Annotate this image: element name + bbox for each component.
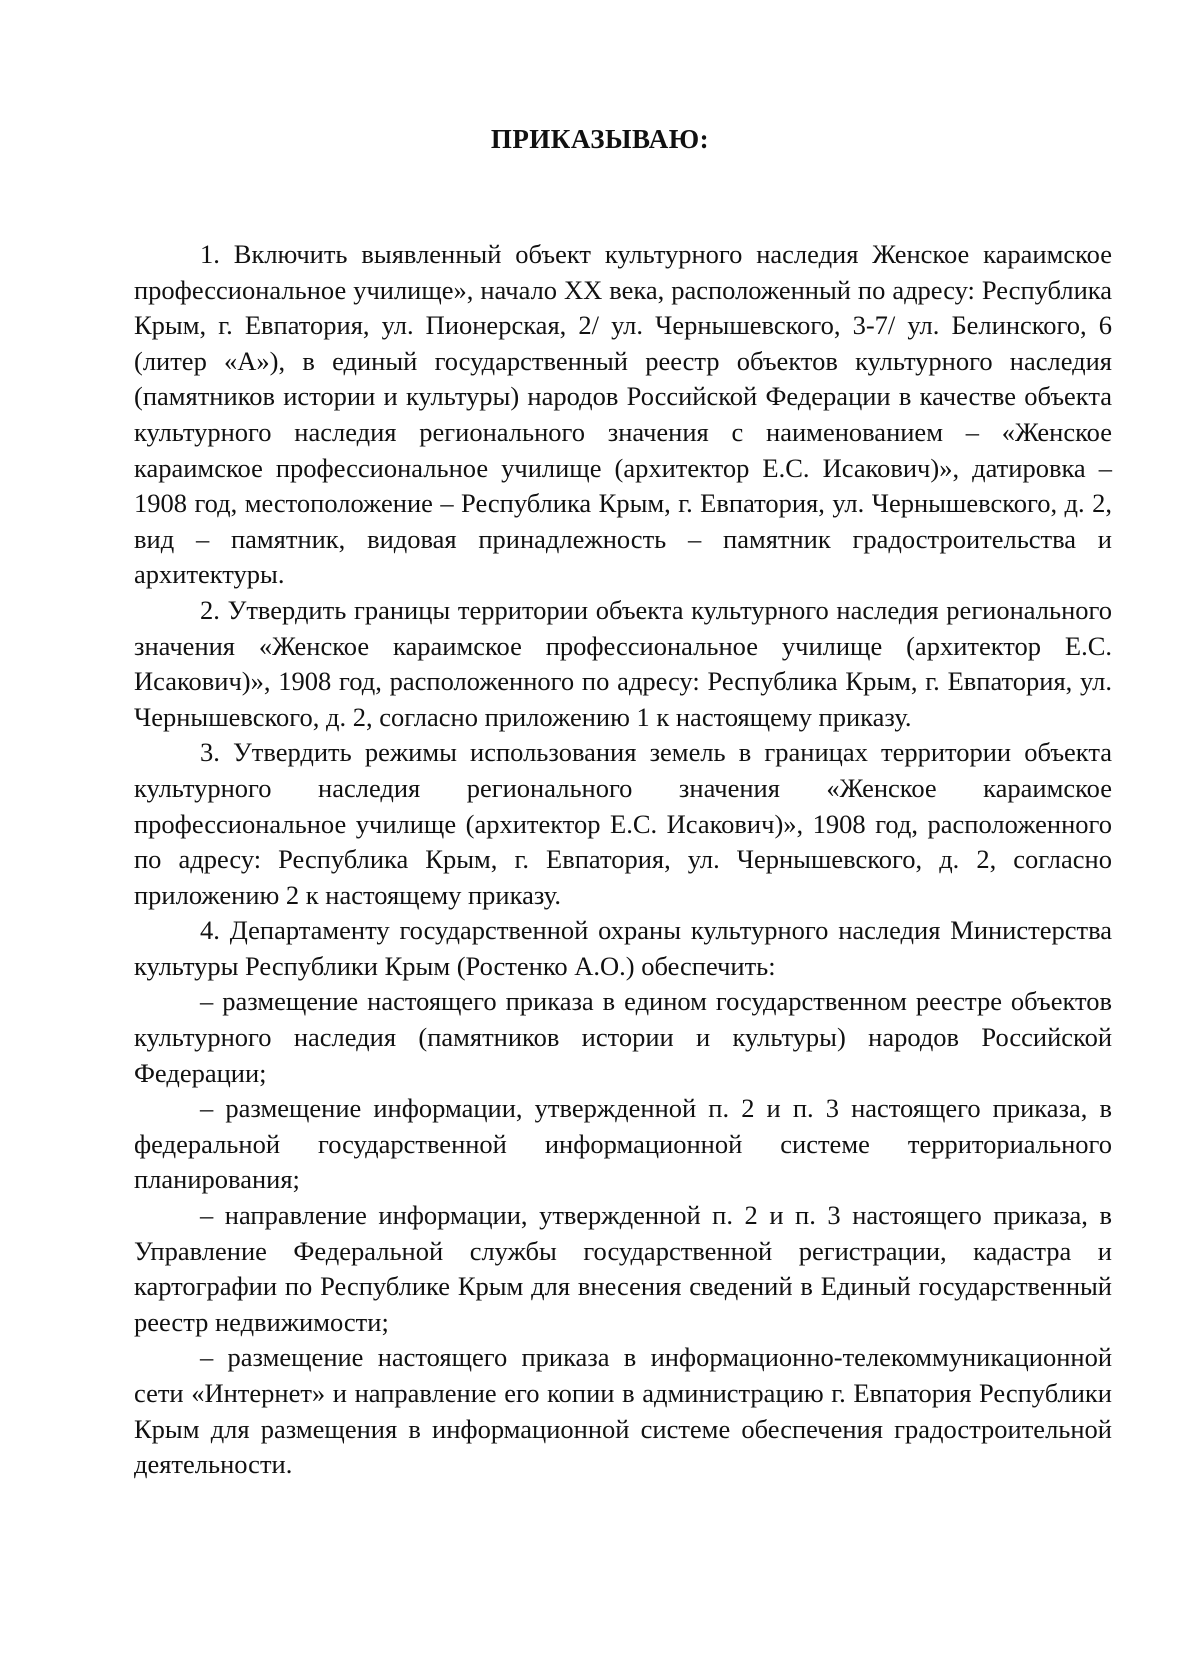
list-item-fgis: – размещение информации, утвержденной п. 2 и п. 3 настоящего приказа, в федеральной государственной информационной системе территориального планирования; [134, 1093, 1112, 1195]
list-item-registry: – размещение настоящего приказа в едином государственном реестре объектов культурного наследия (памятников истории и культуры) народов Российской Федерации; [134, 986, 1112, 1088]
paragraph-item-1: 1. Включить выявленный объект культурного наследия Женское караимское профессиональное училище», начало XX века, расположенный по адресу: Республика Крым, г. Евпатория, ул. Пионерская, 2/ ул. Чернышевского, 3-7/ ул. Белинского, 6 (литер «А»), в единый государственный реестр объектов культурного наследия (памятников истории и культуры) народов Российской Федерации в качестве объекта культурного наследия регионального значения с наименованием – «Женское караимское профессиональное училище (архитектор Е.С. Исакович)», датировка – 1908 год, местоположение – Республика Крым, г. Евпатория, ул. Чернышевского, д. 2, вид – памятник, видовая принадлежность – памятник градостроительства и архитектуры. [134, 239, 1112, 590]
paragraph-item-2: 2. Утвердить границы территории объекта культурного наследия регионального значения «Женское караимское профессиональное училище (архитектор Е.С. Исакович)», 1908 год, расположенного по адресу: Республика Крым, г. Евпатория, ул. Чернышевского, д. 2, согласно приложению 1 к настоящему приказу. [134, 594, 1112, 732]
order-heading: ПРИКАЗЫВАЮ: [490, 124, 710, 154]
document-body [134, 237, 1112, 1483]
list-item-rosreestr: – направление информации, утвержденной п. 2 и п. 3 настоящего приказа, в Управление Федеральной службы государственной регистрации, кадастра и картографии по Республике Крым для внесения сведений в Единый государственный реестр недвижимости; [134, 1200, 1112, 1337]
paragraph-item-4: 4. Департаменту государственной охраны культурного наследия Министерства культуры Республики Крым (Ростенко А.О.) обеспечить: [134, 915, 1112, 981]
paragraph-item-3: 3. Утвердить режимы использования земель в границах территории объекта культурного наследия регионального значения «Женское караимское профессиональное училище (архитектор Е.С. Исакович)», 1908 год, расположенного по адресу: Республика Крым, г. Евпатория, ул. Чернышевского, д. 2, согласно приложению 2 к настоящему приказу. [134, 737, 1112, 910]
list-item-internet: – размещение настоящего приказа в информационно-телекоммуникационной сети «Интернет» и направление его копии в администрацию г. Евпатория Республики Крым для размещения в информационной системе обеспечения градостроительной деятельности. [134, 1342, 1112, 1480]
